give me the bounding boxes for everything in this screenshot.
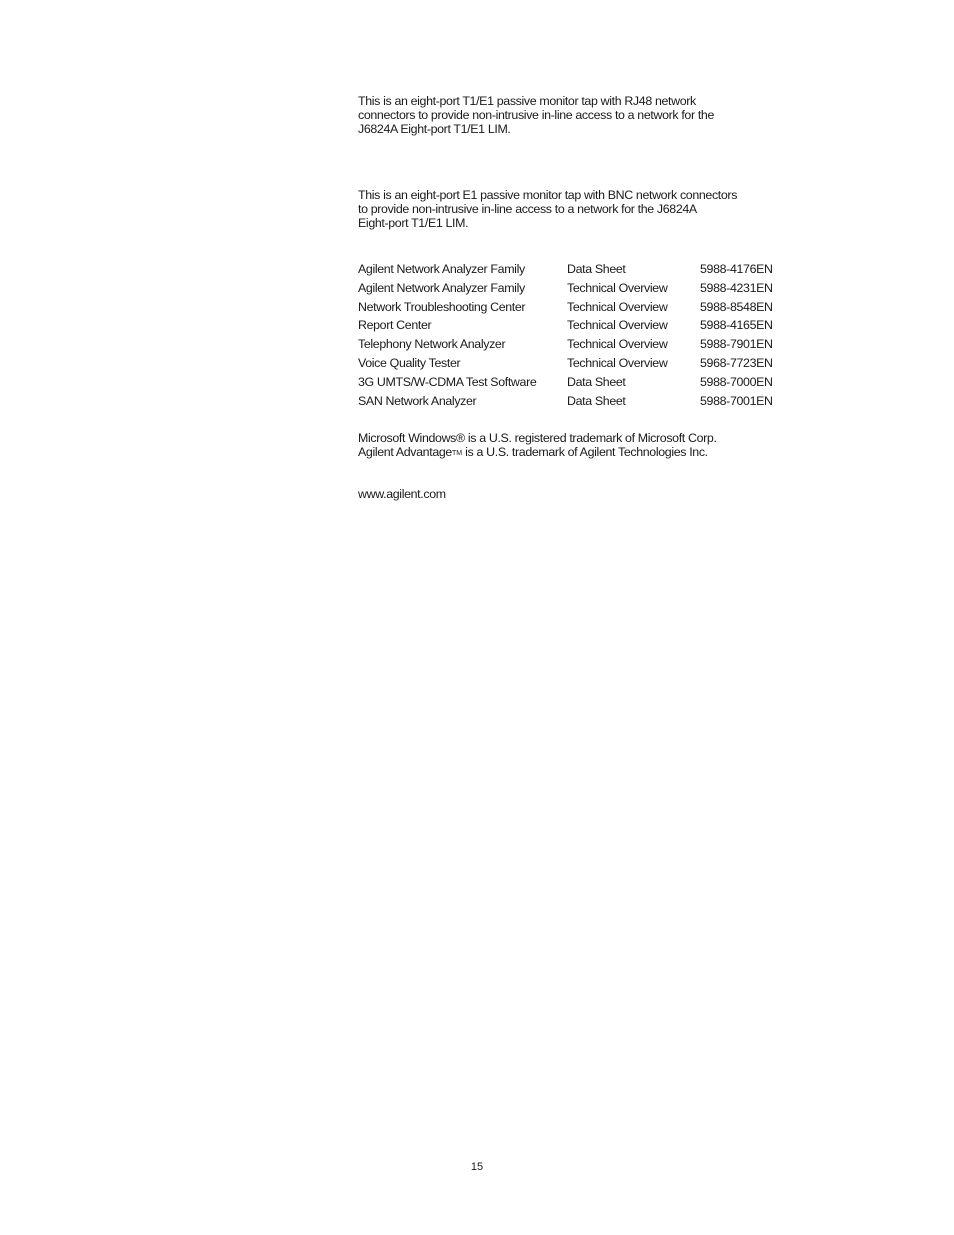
page-number: 15	[470, 1161, 484, 1173]
publication-number: 5988-7000EN	[700, 374, 773, 389]
publication-type: Data Sheet	[567, 374, 626, 389]
publication-type: Technical Overview	[567, 337, 668, 352]
publication-type: Technical Overview	[567, 355, 668, 370]
publication-number: 5988-8548EN	[700, 299, 773, 314]
paragraph-line: to provide non-intrusive in-line access to a network for the J6824A	[358, 202, 697, 216]
rj48-tap-description	[358, 94, 778, 136]
publication-type: Technical Overview	[567, 280, 668, 295]
paragraph-line: This is an eight-port T1/E1 passive monitor tap with RJ48 network	[358, 94, 696, 108]
publication-title: Network Troubleshooting Center	[358, 299, 526, 314]
publication-type: Data Sheet	[567, 393, 626, 408]
publication-number: 5988-7901EN	[700, 337, 773, 352]
table-row	[358, 318, 798, 337]
publication-type: Technical Overview	[567, 318, 668, 333]
publication-number: 5968-7723EN	[700, 355, 773, 370]
publication-title: SAN Network Analyzer	[358, 393, 477, 408]
publication-title: Agilent Network Analyzer Family	[358, 280, 525, 295]
publication-title: Report Center	[358, 318, 432, 333]
publication-number: 5988-4231EN	[700, 280, 773, 295]
trademark-notices	[358, 431, 798, 459]
advantage-name: Agilent Advantage	[358, 445, 452, 459]
website-link[interactable]: www.agilent.com	[358, 487, 446, 501]
windows-trademark: Microsoft Windows® is a U.S. registered trademark of Microsoft Corp.	[358, 431, 717, 445]
publication-type: Data Sheet	[567, 262, 626, 276]
table-row	[358, 375, 798, 394]
publication-title: Agilent Network Analyzer Family	[358, 262, 525, 276]
advantage-trademark	[358, 445, 798, 459]
paragraph-line: This is an eight-port E1 passive monitor tap with BNC network connectors	[358, 188, 738, 202]
publication-title: 3G UMTS/W-CDMA Test Software	[358, 374, 537, 389]
publication-number: 5988-4165EN	[700, 318, 773, 333]
trademark-symbol: TM	[451, 450, 463, 457]
publication-title: Voice Quality Tester	[358, 355, 461, 370]
advantage-trademark-text: is a U.S. trademark of Agilent Technologies Inc.	[462, 445, 708, 459]
table-row	[358, 281, 798, 300]
table-row	[358, 337, 798, 356]
publication-title: Telephony Network Analyzer	[358, 337, 506, 352]
table-row	[358, 356, 798, 375]
table-row	[358, 394, 798, 413]
table-row	[358, 262, 798, 281]
table-row	[358, 300, 798, 319]
paragraph-line: J6824A Eight-port T1/E1 LIM.	[358, 122, 511, 136]
bnc-tap-description	[358, 188, 778, 230]
paragraph-line: Eight-port T1/E1 LIM.	[358, 216, 469, 230]
publication-number: 5988-4176EN	[700, 262, 773, 276]
publication-type: Technical Overview	[567, 299, 668, 314]
related-literature-table	[358, 262, 798, 412]
paragraph-line: connectors to provide non-intrusive in-line access to a network for the	[358, 108, 715, 122]
publication-number: 5988-7001EN	[700, 393, 773, 408]
